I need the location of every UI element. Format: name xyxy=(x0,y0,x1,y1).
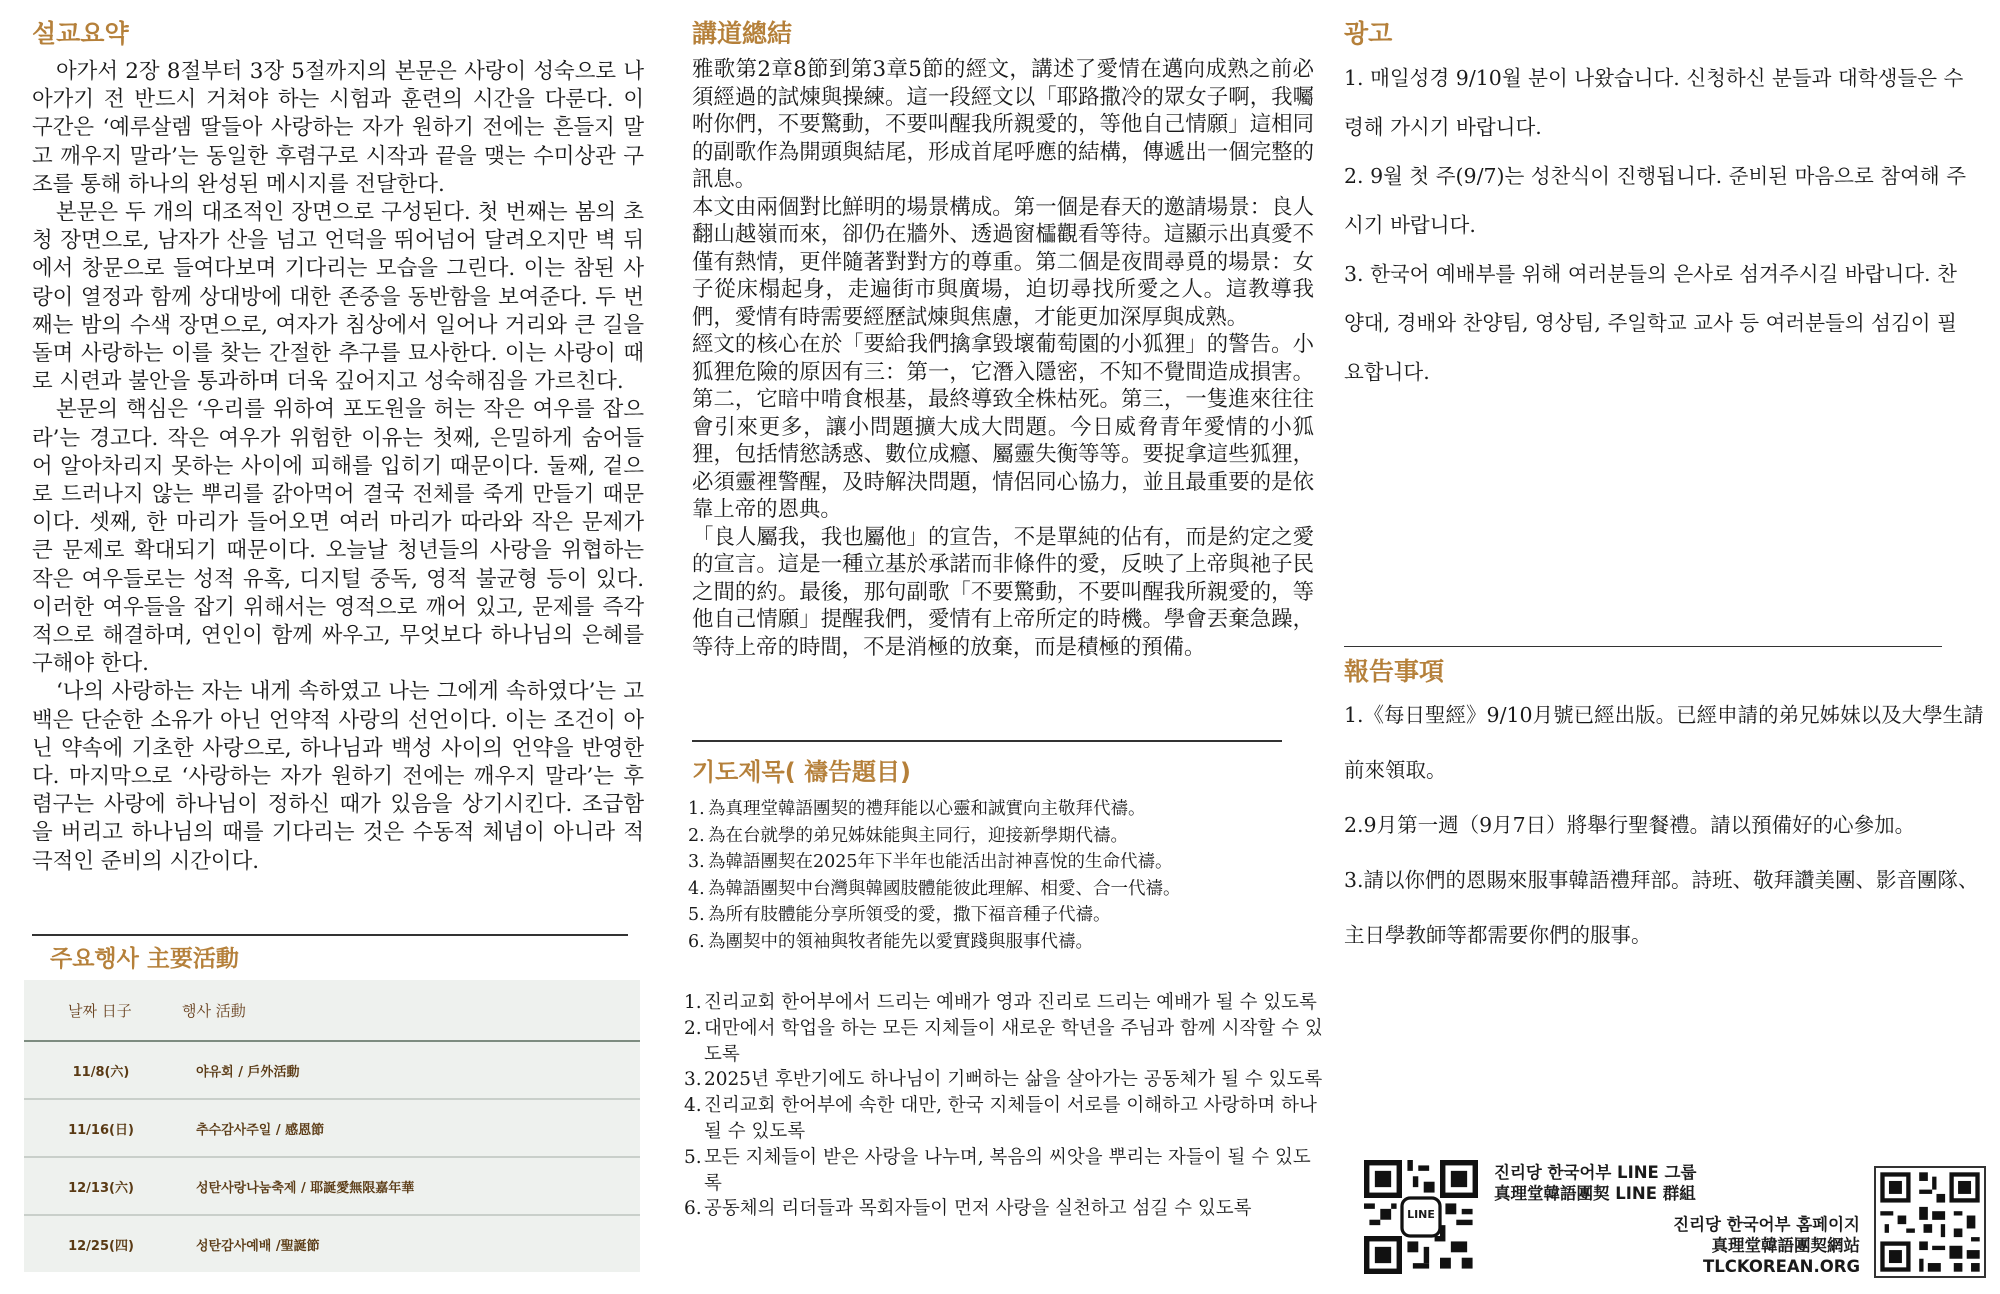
table-row xyxy=(24,1042,640,1100)
list-item: 3. 2025년 후반기에도 하나님이 기뻐하는 삶을 살아가는 공동체가 될 수 있도록 xyxy=(684,1069,1323,1091)
event-name: 야유회 / 戶外活動 xyxy=(196,1064,300,1080)
prayer-list-zh xyxy=(688,796,1298,955)
report-item: 3.請以你們的恩賜來服事韓語禮拜部。詩班、敬拜讚美團、影音團隊、主日學教師等都需要你們的服事。 xyxy=(1344,868,1979,947)
list-item: 4. 為韓語團契中台灣與韓國肢體能彼此理解、相愛、合一代禱。 xyxy=(688,878,1181,899)
website-url[interactable]: TLCKOREAN.ORG xyxy=(1702,1257,1860,1276)
ads-heading: 광고 xyxy=(1344,19,1393,48)
report-item: 2.9月第一週（9月7日）將舉行聖餐禮。請以預備好的心參加。 xyxy=(1344,813,1916,837)
sermon-paragraph: 본문의 핵심은 ‘우리를 위하여 포도원을 허는 작은 여우를 잡으라’는 경고다. 작은 여우가 위험한 이유는 첫째, 은밀하게 숨어들어 알아차리지 못하는 사이에 피해를 입히기 때문이다. 둘째, 겉으로 드러나지 않는 뿌리를 갉아먹어 결국 전체를 죽게 만들기 때문이다. 셋째, 한 마리가 들어오면 여러 마리가 따라와 작은 문제가 큰 문제로 확대되기 때문이다. 오늘날 청년들의 사랑을 위협하는 작은 여우들로는 성적 유혹, 디지털 중독, 영적 불균형 등이 있다. 이러한 여우들을 잡기 위해서는 영적으로 깨어 있고, 문제를 즉각적으로 해결하며, 연인이 함께 싸우고, 무엇보다 하나님의 은혜를 구해야 한다. xyxy=(32,397,644,677)
prayer-list-ko xyxy=(684,990,1324,1222)
event-name: 성탄감사예배 /聖誕節 xyxy=(196,1238,320,1254)
list-item: 2. 대만에서 학업을 하는 모든 지체들이 새로운 학년을 주님과 함께 시작할 수 있도록 xyxy=(684,1017,1323,1065)
list-item: 3. 為韓語團契在2025年下半年也能活出討神喜悅的生命代禱。 xyxy=(688,852,1173,872)
sermon-heading: 설교요약 xyxy=(32,19,129,48)
list-item: 2. 為在台就學的弟兄姊妹能與主同行，迎接新學期代禱。 xyxy=(688,825,1128,846)
event-name: 성탄사랑나눔축제 / 耶誕愛無限嘉年華 xyxy=(196,1180,415,1196)
summary-divider xyxy=(692,740,1282,742)
sermon-paragraph: 아가서 2장 8절부터 3장 5절까지의 본문은 사랑이 성숙으로 나아가기 전 반드시 거쳐야 하는 시험과 훈련의 시간을 다룬다. 이 구간은 ‘예루살렘 딸들아 사랑하는 자가 원하기 전에는 흔들지 말고 깨우지 말라’는 동일한 후렴구로 시작과 끝을 맺는 수미상관 구조를 통해 하나의 완성된 메시지를 전달한다. xyxy=(32,59,644,197)
event-date: 12/13(六) xyxy=(68,1180,134,1196)
list-item: 4. 진리교회 한어부에 속한 대만, 한국 지체들이 서로를 이해하고 사랑하며 하나될 수 있도록 xyxy=(684,1095,1317,1142)
summary-zh-heading: 講道總結 xyxy=(692,19,793,48)
website-label xyxy=(1600,1214,1860,1277)
event-date: 12/25(四) xyxy=(68,1238,134,1254)
events-table-header xyxy=(24,980,640,1042)
summary-zh-body xyxy=(692,56,1314,661)
line-qr-code[interactable] xyxy=(1364,1160,1478,1274)
ad-item: 2. 9월 첫 주(9/7)는 성찬식이 진행됩니다. 준비된 마음으로 참여해 주시기 바랍니다. xyxy=(1344,164,1967,237)
sermon-body xyxy=(32,58,644,876)
events-table xyxy=(24,980,640,1272)
report-item: 1.《每日聖經》9/10月號已經出版。已經申請的弟兄姊妹以及大學生請前來領取。 xyxy=(1344,703,1984,782)
events-col-event: 행사 活動 xyxy=(182,1001,246,1020)
website-qr-code[interactable] xyxy=(1874,1166,1986,1278)
summary-zh-paragraph: 本文由兩個對比鮮明的場景構成。第一個是春天的邀請場景：良人翻山越嶺而來，卻仍在牆外、透過窗櫺觀看等待。這顯示出真愛不僅有熱情，更伴隨著對對方的尊重。第二個是夜間尋覓的場景：女子從床榻起身，走遍街市與廣場，迫切尋找所愛之人。這教導我們，愛情有時需要經歷試煉與焦慮，才能更加深厚與成熟。 xyxy=(692,194,1314,330)
website-label-zh: 真理堂韓語團契網站 xyxy=(1711,1236,1860,1255)
event-date: 11/16(日) xyxy=(68,1122,134,1138)
website-label-ko: 진리당 한국어부 홈페이지 xyxy=(1673,1215,1860,1234)
prayer-heading: 기도제목( 禱告題目) xyxy=(692,758,912,786)
summary-zh-paragraph: 經文的核心在於「要給我們擒拿毀壞葡萄園的小狐狸」的警告。小狐狸危險的原因有三：第一，它潛入隱密，不知不覺間造成損害。第二，它暗中啃食根基，最終導致全株枯死。第三，一隻進來往往會引來更多，讓小問題擴大成大問題。今日威脅青年愛情的小狐狸，包括情慾誘惑、數位成癮、屬靈失衡等等。要捉拿這些狐狸，必須靈裡警醒，及時解決問題，情侶同心協力，並且最重要的是依靠上帝的恩典。 xyxy=(692,332,1314,522)
events-heading: 주요행사 主要活動 xyxy=(50,946,239,972)
list-item: 6. 공동체의 리더들과 목회자들이 먼저 사랑을 실천하고 섬길 수 있도록 xyxy=(684,1198,1252,1220)
line-qr-label: LINE xyxy=(1407,1208,1435,1221)
ad-item: 3. 한국어 예배부를 위해 여러분들의 은사로 섬겨주시길 바랍니다. 찬양대, 경배와 찬양팀, 영상팀, 주일학교 교사 등 여러분들의 섬김이 필요합니다. xyxy=(1344,262,1957,384)
sermon-paragraph: 본문은 두 개의 대조적인 장면으로 구성된다. 첫 번째는 봄의 초청 장면으로, 남자가 산을 넘고 언덕을 뛰어넘어 달려오지만 벽 뒤에서 창문으로 들여다보며 기다리는 모습을 그린다. 이는 참된 사랑이 열정과 함께 상대방에 대한 존중을 동반함을 보여준다. 두 번째는 밤의 수색 장면으로, 여자가 침상에서 일어나 거리와 큰 길을 돌며 사랑하는 이를 찾는 간절한 추구를 묘사한다. 이는 사랑이 때로 시련과 불안을 통과하며 더욱 깊어지고 성숙해짐을 가르친다. xyxy=(32,200,644,395)
sermon-paragraph: ‘나의 사랑하는 자는 내게 속하였고 나는 그에게 속하였다’는 고백은 단순한 소유가 아닌 언약적 사랑의 선언이다. 이는 조건이 아닌 약속에 기초한 사랑으로, 하나님과 백성 사이의 언약을 반영한다. 마지막으로 ‘사랑하는 자가 원하기 전에는 깨우지 말라’는 후렴구는 사랑에 하나님이 정하신 때가 있음을 상기시킨다. 조급함을 버리고 하나님의 때를 기다리는 것은 수동적 체념이 아니라 적극적인 준비의 시간이다. xyxy=(32,679,644,874)
line-group-label-ko: 진리당 한국어부 LINE 그룹 xyxy=(1494,1163,1697,1182)
summary-zh-paragraph: 「良人屬我，我也屬他」的宣告，不是單純的佔有，而是約定之愛的宣言。這是一種立基於承諾而非條件的愛，反映了上帝與祂子民之間的約。最後，那句副歌「不要驚動，不要叫醒我所親愛的，等他自己情願」提醒我們，愛情有上帝所定的時機。學會丟棄急躁，等待上帝的時間，不是消極的放棄，而是積極的預備。 xyxy=(692,524,1314,660)
line-group-label-zh: 真理堂韓語團契 LINE 群組 xyxy=(1494,1184,1696,1203)
summary-zh-paragraph: 雅歌第2章8節到第3章5節的經文，講述了愛情在邁向成熟之前必須經過的試煉與操練。這一段經文以「耶路撒冷的眾女子啊，我囑咐你們，不要驚動，不要叫醒我所親愛的，等他自己情願」這相同的副歌作為開頭與結尾，形成首尾呼應的結構，傳遞出一個完整的訊息。 xyxy=(692,57,1314,192)
events-col-date: 날짜 日子 xyxy=(68,1001,132,1020)
ads-body xyxy=(1344,54,1974,397)
event-name: 추수감사주일 / 感恩節 xyxy=(196,1122,325,1138)
line-group-label xyxy=(1494,1162,1696,1204)
ads-divider xyxy=(1344,646,1942,647)
ad-item: 1. 매일성경 9/10월 분이 나왔습니다. 신청하신 분들과 대학생들은 수령해 가시기 바랍니다. xyxy=(1344,66,1964,139)
list-item: 1. 진리교회 한어부에서 드리는 예배가 영과 진리로 드리는 예배가 될 수 있도록 xyxy=(684,992,1317,1013)
list-item: 6. 為團契中的領袖與牧者能先以愛實踐與服事代禱。 xyxy=(688,931,1093,952)
list-item: 5. 為所有肢體能分享所領受的愛，撒下福音種子代禱。 xyxy=(688,905,1111,925)
table-row xyxy=(24,1100,640,1158)
list-item: 5. 모든 지체들이 받은 사랑을 나누며, 복음의 씨앗을 뿌리는 자들이 될 수 있도록 xyxy=(684,1146,1311,1194)
table-row xyxy=(24,1216,640,1272)
reports-body xyxy=(1344,688,1984,963)
website-qr-icon xyxy=(1876,1168,1984,1276)
table-row xyxy=(24,1158,640,1216)
sermon-divider xyxy=(32,934,628,936)
event-date: 11/8(六) xyxy=(72,1064,130,1080)
reports-heading: 報告事項 xyxy=(1344,657,1445,686)
list-item: 1. 為真理堂韓語團契的禮拜能以心靈和誠實向主敬拜代禱。 xyxy=(688,799,1146,819)
